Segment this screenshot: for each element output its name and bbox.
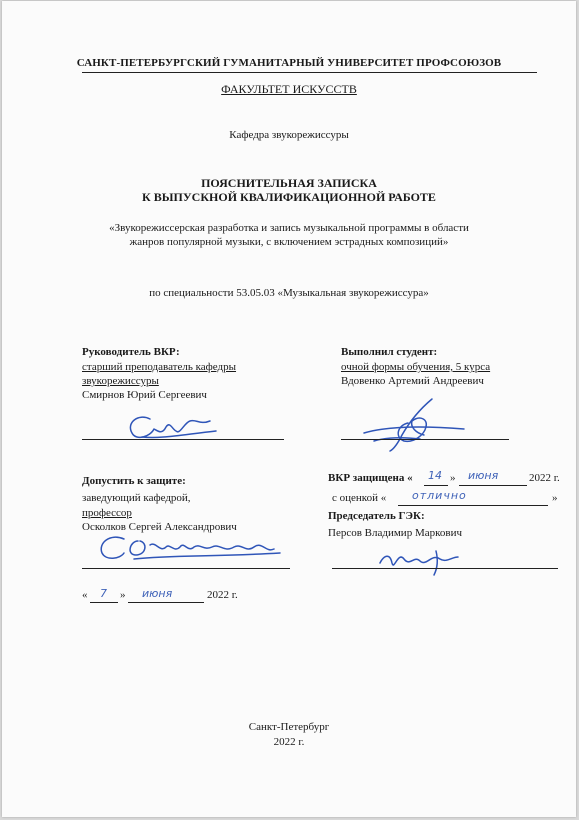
defense-label: ВКР защищена « [328,472,413,484]
admission-signature [94,531,284,567]
supervisor-signature [120,409,220,443]
defense-day-blank [424,485,448,486]
topic-line-1: «Звукорежиссерская разработка и запись музыкальной программы в области [109,222,469,234]
student-signature [354,395,474,455]
student-heading: Выполнил студент: [341,346,438,358]
admission-heading: Допустить к защите: [82,475,186,487]
defense-grade-close: » [552,492,558,504]
defense-day: 14 [428,469,442,482]
specialty: по специальности 53.05.03 «Музыкальная звукорежиссура» [149,287,429,299]
supervisor-heading: Руководитель ВКР: [82,346,180,358]
admission-position-2: профессор [82,507,132,519]
admission-signature-line [82,568,290,569]
faculty-name: ФАКУЛЬТЕТ ИСКУССТВ [221,82,357,96]
defense-month: июня [468,469,499,482]
defense-grade: отлично [412,489,467,502]
admission-name: Осколков Сергей Александрович [82,521,237,533]
university-name: САНКТ-ПЕТЕРБУРГСКИЙ ГУМАНИТАРНЫЙ УНИВЕРСИТЕТ ПРОФСОЮЗОВ [76,57,502,69]
admission-position-1: заведующий кафедрой, [82,492,191,504]
chair-signature-line [332,568,558,569]
document-page [2,1,576,817]
defense-month-blank [459,485,527,486]
title-line-2: К ВЫПУСКНОЙ КВАЛИФИКАЦИОННОЙ РАБОТЕ [142,190,436,204]
header-rule [82,72,537,73]
admission-day-blank [90,602,118,603]
student-signature-line [341,439,509,440]
admission-day: 7 [100,587,107,600]
defense-mid: » [450,472,456,484]
admission-date-close: » [120,589,126,601]
department-name: Кафедра звукорежиссуры [229,129,349,141]
student-info: очной формы обучения, 5 курса [341,361,491,373]
student-name: Вдовенко Артемий Андреевич [341,375,484,387]
title-line-1: ПОЯСНИТЕЛЬНАЯ ЗАПИСКА [201,176,377,190]
admission-date-open: « [82,589,88,601]
admission-month: июня [142,587,173,600]
footer-year: 2022 г. [273,736,305,748]
defense-grade-blank [398,505,548,506]
chair-heading: Председатель ГЭК: [328,510,425,522]
defense-year: 2022 г. [529,472,560,484]
chair-name: Персов Владимир Маркович [328,527,463,539]
supervisor-position-1: старший преподаватель кафедры [82,361,237,373]
footer-city: Санкт-Петербург [248,721,330,733]
chair-signature [374,543,464,577]
defense-grade-label: с оценкой « [332,492,387,504]
admission-year: 2022 г. [207,589,238,601]
topic-line-2: жанров популярной музыки, с включением эстрадных композиций» [129,236,449,248]
supervisor-signature-line [82,439,284,440]
supervisor-position-2: звукорежиссуры [82,375,159,387]
admission-month-blank [128,602,204,603]
supervisor-name: Смирнов Юрий Сергеевич [82,389,207,401]
